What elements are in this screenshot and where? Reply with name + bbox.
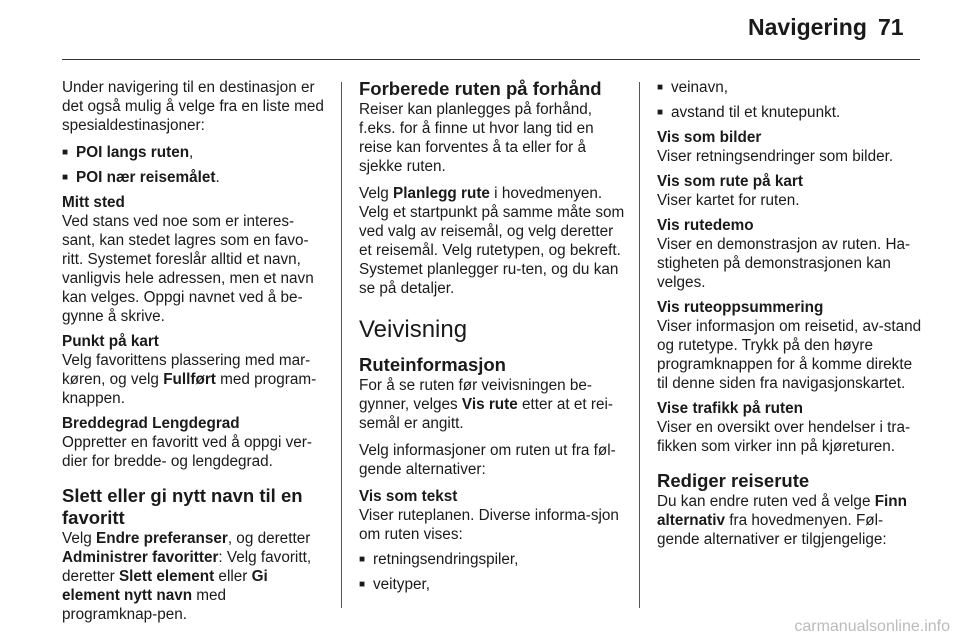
list-item: ■ POI nær reisemålet. (62, 168, 324, 187)
text: med programknap-pen. (62, 587, 227, 623)
definition-lat-long (62, 414, 324, 471)
paragraph: Reiser kan planlegges på forhånd, f.eks. for å finne ut hvor lang tid en reise kan forventes å ta eller for å sjekke ruten. (359, 101, 594, 175)
list-item: ■ POI langs ruten, (62, 143, 324, 162)
list-item: ■ avstand til et knutepunkt. (657, 103, 923, 122)
definition-my-place (62, 193, 324, 326)
watermark: carmanualsonline.info (794, 618, 950, 635)
column-1 (62, 78, 324, 632)
column-3 (657, 78, 923, 557)
term-label: Vis rutedemo (657, 217, 754, 234)
term-description-end: med program-knappen. (62, 371, 317, 407)
text: etter at et rei-semål er angitt. (359, 396, 613, 432)
intro-paragraph: Under navigering til en destinasjon er det også mulig å velge fra en liste med spesialdestinasjoner: (62, 79, 324, 134)
definition (657, 298, 923, 393)
term-label: Vis ruteoppsummering (657, 299, 824, 316)
paragraph (359, 184, 625, 298)
term-description: Viser ruteplanen. Diverse informa-sjon om ruten vises: (359, 507, 619, 543)
list-item: ■ veinavn, (657, 78, 923, 97)
text: i hovedmenyen. Velg et startpunkt på samme måte som ved valg av reisemål, og velg deretter et reisemål. Velg rutetypen, og bekreft. Systemet planlegger ru-ten, og du kan se på detaljer. (359, 185, 625, 297)
text: Velg (62, 530, 97, 547)
paragraph: Velg informasjoner om ruten ut fra føl-gende alternativer: (359, 442, 616, 478)
definition-point-on-map (62, 332, 324, 408)
text: Velg (359, 185, 394, 202)
term-label: Punkt på kart (62, 333, 159, 350)
inline-bold: Endre preferanser (96, 530, 228, 547)
column-2 (359, 78, 625, 600)
term-label: Mitt sted (62, 194, 125, 211)
definition (657, 216, 923, 292)
column-divider (341, 82, 342, 608)
term-description: Viser en oversikt over hendelser i tra-fikken som virker inn på kjøreturen. (657, 419, 911, 455)
definition (657, 172, 923, 210)
page-number: 71 (878, 14, 904, 40)
column-divider (639, 82, 640, 608)
section-heading: Slett eller gi nytt navn til en favoritt (62, 485, 303, 528)
term-description: Ved stans ved noe som er interes-sant, kan stedet lagres som en favo-ritt. Systemet foreslår alltid et navn, vanligvis hele adressen, men et navn kan velges. Oppgi navnet ved å be-gynne å skrive. (62, 213, 314, 325)
term-label: Breddegrad Lengdegrad (62, 415, 240, 432)
section-heading: Ruteinformasjon (359, 354, 506, 375)
text: , og deretter (227, 530, 311, 547)
list-item: ■ retningsendringspiler, (359, 550, 625, 569)
bullet-poi-route: POI langs ruten (76, 144, 190, 161)
term-description: Viser en demonstrasjon av ruten. Ha-stigheten på demonstrasjonen kan velges. (657, 236, 911, 291)
text: : Velg favoritt, deretter (62, 549, 312, 585)
text: For å se ruten før veivisningen be-gynner, velges (359, 377, 592, 413)
inline-bold: Finn alternativ (657, 493, 907, 529)
paragraph (359, 376, 625, 433)
term-description: Oppretter en favoritt ved å oppgi ver-dier for bredde- og lengdegrad. (62, 434, 312, 470)
definition (657, 399, 923, 456)
term-label: Vis som tekst (359, 488, 458, 505)
term-description: Viser kartet for ruten. (657, 192, 800, 209)
section-heading: Rediger reiserute (657, 470, 810, 491)
list-item: ■ veityper, (359, 575, 625, 594)
term-label: Vis som bilder (657, 129, 762, 146)
definition (657, 128, 923, 166)
text: fra hovedmenyen. Føl-gende alternativer er tilgjengelige: (657, 512, 887, 548)
inline-bold: Vis rute (461, 396, 518, 413)
header-rule (62, 59, 920, 60)
inline-bold: Fullført (163, 371, 216, 388)
term-description: Velg favorittens plassering med mar-køren, og velg (62, 352, 311, 388)
term-description: Viser informasjon om reisetid, av-stand og rutetype. Trykk på den høyre programknappen for å komme direkte til denne siden fra navigasjonskartet. (657, 318, 922, 392)
term-description: Viser retningsendringer som bilder. (657, 148, 894, 165)
inline-bold: Planlegg rute (393, 185, 490, 202)
section-heading: Forberede ruten på forhånd (359, 78, 602, 99)
inline-bold: Administrer favoritter (62, 549, 219, 566)
term-label: Vis som rute på kart (657, 173, 803, 190)
term-label: Vise trafikk på ruten (657, 400, 803, 417)
text: Du kan endre ruten ved å velge (657, 493, 875, 510)
paragraph (62, 529, 324, 624)
inline-bold: Slett element (118, 568, 215, 585)
paragraph (657, 492, 923, 549)
text: eller (214, 568, 252, 585)
bullet-poi-destination: POI nær reisemålet (76, 169, 216, 186)
definition-text-view (359, 487, 625, 544)
inline-bold: Gi element nytt navn (62, 568, 268, 604)
page-header-title: Navigering (748, 14, 867, 40)
chapter-heading: Veivisning (359, 316, 468, 343)
